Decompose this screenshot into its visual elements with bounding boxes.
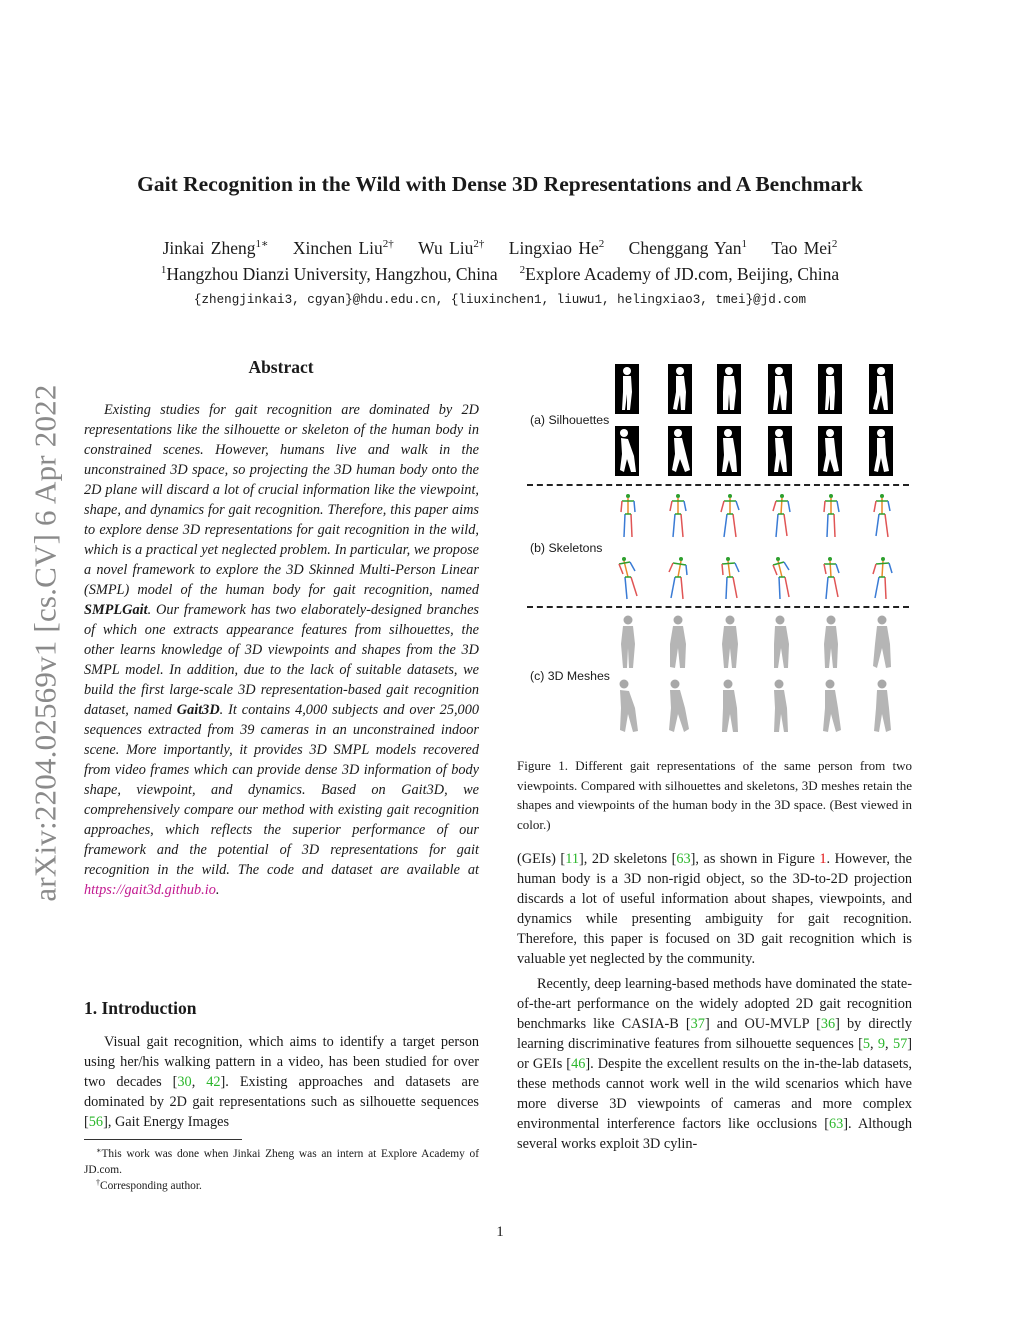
mesh-image xyxy=(615,678,641,734)
silhouette-image xyxy=(717,426,741,476)
figure-reference-link[interactable]: 1 xyxy=(819,851,827,867)
skeleton-image xyxy=(665,492,691,542)
figure-1-caption: Figure 1. Different gait representations of the same person from two viewpoints. Compared with silhouettes and skeletons, 3D meshes retain the shapes and viewpoints of the human body in the 3D space. (Best viewed in color.) xyxy=(517,758,912,832)
skeleton-image xyxy=(768,492,794,542)
author: Jinkai Zheng$^{1∗}$ xyxy=(162,238,269,258)
method-name: SMPLGait xyxy=(84,602,148,618)
skeleton-image xyxy=(615,492,641,542)
citation-link[interactable]: 56 xyxy=(88,1114,104,1130)
right-column-text xyxy=(517,849,912,1159)
mesh-image xyxy=(768,678,794,734)
silhouette-image xyxy=(668,426,692,476)
mesh-image xyxy=(869,614,895,670)
citation-link[interactable]: 5 xyxy=(862,1036,870,1052)
affiliations xyxy=(0,264,1000,285)
footnote: ∗This work was done when Jinkai Zheng was an intern at Explore Academy of JD.com. xyxy=(84,1146,479,1176)
citation-link[interactable]: 30 xyxy=(177,1074,192,1090)
mesh-image xyxy=(615,614,641,670)
silhouette-image xyxy=(668,364,692,414)
mesh-image xyxy=(818,678,844,734)
mesh-image xyxy=(665,678,691,734)
citation-link[interactable]: 9 xyxy=(877,1036,886,1052)
introduction-paragraph: Visual gait recognition, which aims to identify a target person using her/his walking pattern in a video, has been studied for over two decades [30, 42]. Existing approaches and datasets are dominated by 2D gait representations such as silhouette sequences [56], Gait Energy Images xyxy=(84,1034,479,1130)
author: Xinchen Liu$^{2\dagger}$ xyxy=(292,238,394,258)
skeleton-image xyxy=(869,492,895,542)
silhouette-image xyxy=(615,364,639,414)
abstract-heading: Abstract xyxy=(248,357,314,377)
dataset-name: Gait3D xyxy=(176,702,220,718)
mesh-image xyxy=(869,678,895,734)
citation-link[interactable]: 36 xyxy=(820,1016,836,1032)
section-heading-introduction: 1. Introduction xyxy=(84,998,197,1018)
paragraph: Recently, deep learning-based methods have dominated the state-of-the-art performance on the widely adopted 2D gait recognition benchmarks like CASIA-B [37] and OU-MVLP [36] by directly learning discriminative features from silhouette sequences [5, 9, 57] or GEIs [46]. Despite the excellent results on the in-the-lab datasets, these methods cannot work well in the wild scenarios which have more diverse 3D viewpoints of cameras and more complex environmental interference factors like occlusions [63]. Although several works exploit 3D cylin- xyxy=(517,976,913,1152)
arxiv-identifier: arXiv:2204.02569v1 [cs.CV] 6 Apr 2022 xyxy=(28,383,64,902)
footnotes xyxy=(84,1146,479,1194)
affiliation: $^2$Explore Academy of JD.com, Beijing, China xyxy=(519,264,840,284)
footnote: †Corresponding author. xyxy=(96,1178,202,1192)
mesh-image xyxy=(768,614,794,670)
paragraph: (GEIs) [11], 2D skeletons [63], as shown in Figure 1. However, the human body is a 3D non-rigid object, so the 3D-to-2D projection discards a lot of useful information about shapes, viewpoints, and dynamics while presenting ambiguity for gait recognition. Therefore, this paper is focused on 3D gait recognition which is valuable yet neglected by the community. xyxy=(517,851,912,967)
paper-title: Gait Recognition in the Wild with Dense 3D Representations and A Benchmark xyxy=(137,172,863,196)
author: Wu Liu$^{2\dagger}$ xyxy=(418,238,485,258)
figure-1 xyxy=(517,358,915,743)
citation-link[interactable]: 57 xyxy=(892,1036,908,1052)
mesh-image xyxy=(665,614,691,670)
figure-divider xyxy=(527,484,909,486)
skeleton-image xyxy=(869,554,895,604)
citation-link[interactable]: 11 xyxy=(565,851,579,867)
author: Tao Mei$^2$ xyxy=(771,238,838,258)
author-emails: {zhengjinkai3, cgyan}@hdu.edu.cn, {liuxinchen1, liuwu1, helingxiao3, tmei}@jd.com xyxy=(193,293,807,307)
figure-label-silhouettes: (a) Silhouettes xyxy=(530,413,610,427)
citation-link[interactable]: 42 xyxy=(206,1074,221,1090)
silhouette-image xyxy=(615,426,639,476)
silhouette-image xyxy=(717,364,741,414)
silhouette-image xyxy=(768,364,792,414)
citation-link[interactable]: 63 xyxy=(829,1116,844,1132)
skeleton-image xyxy=(717,492,743,542)
project-link[interactable]: https://gait3d.github.io xyxy=(84,882,216,898)
page-number: 1 xyxy=(496,1224,504,1240)
silhouette-image xyxy=(818,426,842,476)
citation-link[interactable]: 46 xyxy=(571,1056,586,1072)
skeleton-image xyxy=(615,554,641,604)
figure-divider xyxy=(527,606,909,608)
author-list xyxy=(0,238,1000,259)
abstract-text: Existing studies for gait recognition are dominated by 2D representations like the silhouette or skeleton of the human body in constrained scenes. However, humans live and walk in the unconstrained 3D space, so projecting the 3D human body onto the 2D plane will discard a lot of crucial information like the viewpoint, shape, and dynamics for gait recognition. Therefore, this paper aims to explore dense 3D representations for gait recognition in the wild, which is a practical yet neglected problem. In particular, we propose a novel framework to explore the 3D Skinned Multi-Person Linear (SMPL) model of the human body for gait recognition, named SMPLGait. Our framework has two elaborately-designed branches of which one extracts appearance features from silhouettes, the other learns knowledge of 3D viewpoints and shapes from the 3D SMPL model. In addition, due to the lack of suitable datasets, we build the first large-scale 3D representation-based gait recognition dataset, named Gait3D. It contains 4,000 subjects and over 25,000 sequences extracted from 39 cameras in an unconstrained indoor scene. More importantly, it provides 3D SMPL models recovered from video frames which can provide dense 3D information of body shape, viewpoint, and dynamics. Based on Gait3D, we comprehensively compare our method with existing gait recognition approaches, which reflects the superior performance of our framework and the potential of 3D representations for gait recognition in the wild. The code and dataset are available at https://gait3d.github.io. xyxy=(84,402,480,898)
author: Chenggang Yan$^1$ xyxy=(628,238,747,258)
silhouette-image xyxy=(768,426,792,476)
figure-label-skeletons: (b) Skeletons xyxy=(530,541,603,555)
mesh-image xyxy=(818,614,844,670)
affiliation: $^1$Hangzhou Dianzi University, Hangzhou, China xyxy=(160,264,498,284)
footnote-divider xyxy=(84,1139,242,1140)
skeleton-image xyxy=(717,554,743,604)
skeleton-image xyxy=(818,554,844,604)
skeleton-image xyxy=(665,554,691,604)
skeleton-image xyxy=(818,492,844,542)
author: Lingxiao He$^2$ xyxy=(508,238,605,258)
figure-label-3d-meshes: (c) 3D Meshes xyxy=(530,669,610,683)
citation-link[interactable]: 63 xyxy=(676,851,691,867)
silhouette-image xyxy=(869,426,893,476)
mesh-image xyxy=(717,678,743,734)
citation-link[interactable]: 37 xyxy=(690,1016,705,1032)
silhouette-image xyxy=(869,364,893,414)
mesh-image xyxy=(717,614,743,670)
silhouette-image xyxy=(818,364,842,414)
skeleton-image xyxy=(768,554,794,604)
